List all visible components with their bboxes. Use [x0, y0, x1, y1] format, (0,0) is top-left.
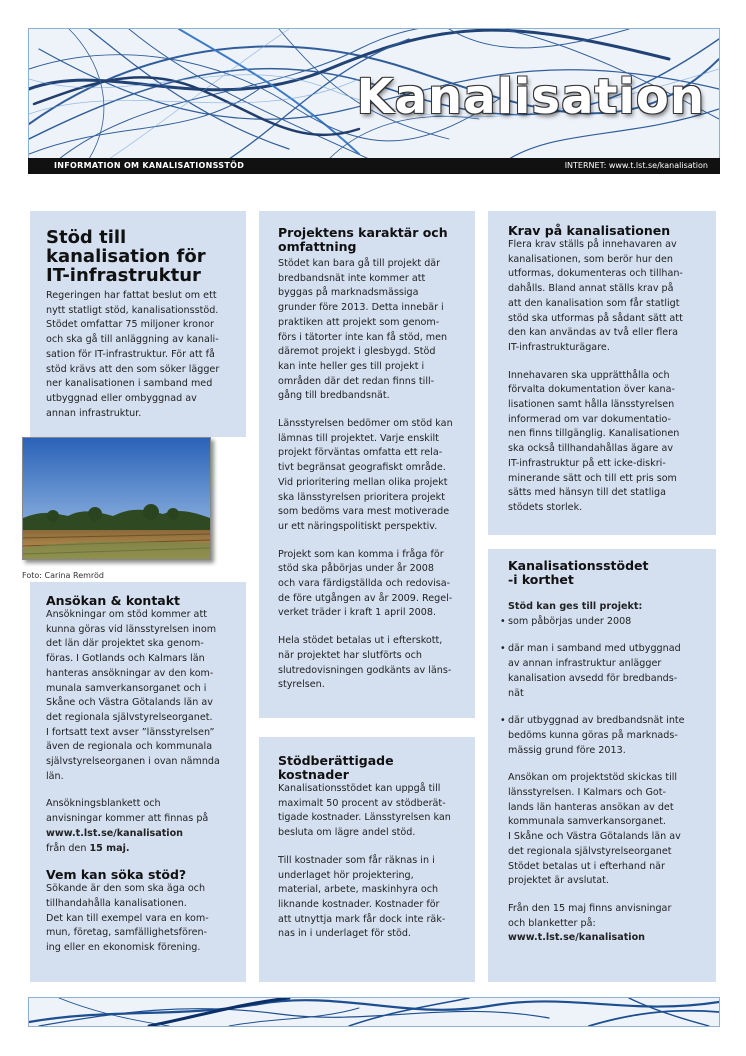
form-url-link[interactable]: www.t.lst.se/kanalisation: [46, 827, 184, 839]
footer-banner: [28, 997, 720, 1027]
bullet-dot-icon: •: [500, 615, 506, 627]
brief-subheading: Stöd kan ges till projekt:: [508, 601, 643, 612]
heading-vem: Vem kan söka stöd?: [46, 867, 187, 883]
banner-title: Kanalisation: [356, 69, 705, 125]
heading-i-korthet: Kanalisationsstödet -i korthet: [508, 558, 649, 587]
brief-p1: Ansökan om projektstöd skickas till länsstyrelsen. I Kalmars och Got- lands län hanteras ansökan av det kommunala samverkansorganet. I Skåne och Västra Götalands län av det regionala självstyrelseorganet Stödet betalas ut i efterhand när projektet är avslutat.: [508, 772, 681, 887]
info-url[interactable]: INTERNET: www.t.lst.se/kanalisation: [564, 161, 708, 170]
panel-krav: [488, 211, 716, 535]
cost-p2: Till kostnader som får räknas in i underlaget hör projektering, material, arbete, maskinhyra och liknande kostnader. Kostnader för att utnyttja mark får dock inte räk- nas in i underlaget för stöd.: [278, 854, 446, 940]
krav-p2: Innehavaren ska upprätthålla och förvalta dokumentation över kana- lisationen samt hålla länsstyrelsen informerad om var dokumentatio- nen finns tillgänglig. Kanalisationen ska också tillhandahållas ägare av IT-infrastruktur på ett icke-diskri- minerande sätt och till ett pris som sätts med hänsyn till det statliga stödets storlek.: [508, 369, 680, 513]
panel-stod-intro: [30, 211, 246, 437]
panel-i-korthet: [488, 549, 716, 982]
projekt-p1: Stödet kan bara gå till projekt där bredbandsnät inte kommer att byggas på marknadsmässiga grunder före 2013. Detta innebär i praktiken att projekt som genom- förs i tätorter inte kan få stöd, men däremot projekt i glesbygd. Stöd kan inte heller ges till projekt i områden där det redan finns till- gång till bredbandsnät.: [278, 258, 448, 402]
info-label: INFORMATION OM KANALISATIONSSTÖD: [54, 161, 245, 170]
bullet-item: • som påbörjas under 2008: [508, 615, 716, 630]
apply-text: Ansökningar om stöd kommer att kunna göras vid länsstyrelsen inom det län där projektet ska genom- föras. I Gotlands och Kalmars län hanteras ansökningar av den kom- munala samverkansorganet och i Skåne och Västra Götalands län av det regionala självstyrelseorganet. I fortsatt text avser ”länsstyrelsen” även de regionala och kommunala självstyrelseorganen i ovan nämnda län.: [46, 609, 220, 782]
projekt-p3: Projekt som kan komma i fråga för stöd ska påbörjas under år 2008 och vara färdigställda och redovisa- de före utgången av år 2009. Regel- verket träder i kraft 1 april 2008.: [278, 548, 453, 619]
who-text: Sökande är den som ska äga och tillhandahålla kanalisationen. Det kan till exempel vara en kom- mun, företag, samfällighetsfören- ing eller en ekonomisk förening.: [46, 883, 209, 954]
heading-projektens: Projektens karaktär och omfattning: [278, 225, 448, 254]
heading-kostnader: Stödberättigade kostnader: [278, 753, 394, 782]
panel-projektens: [259, 211, 475, 718]
footer-swirl-graphic: [29, 998, 719, 1026]
heading-krav: Krav på kanalisationen: [508, 223, 671, 238]
projekt-p4: Hela stödet betalas ut i efterskott, när projektet har slutförts och slutredovisningen godkänts av läns- styrelsen.: [278, 635, 452, 691]
bullet-item: • där man i samband med utbyggnad av annan infrastruktur anlägger kanalisation avsedd för bredbands- nät: [500, 643, 681, 699]
info-bar: [28, 158, 720, 174]
krav-p1: Flera krav ställs på innehavaren av kanalisationen, som berör hur den utformas, dokumenteras och tillhan- dahålls. Bland annat ställs krav på att den kanalisation som får statligt stöd ska utformas på sådant sätt att den kan användas av två eller flera IT-infrastrukturägare.: [508, 239, 683, 353]
brief-url-link[interactable]: www.t.lst.se/kanalisation: [508, 932, 646, 944]
cost-p1: Kanalisationsstödet kan uppgå till maximalt 50 procent av stödberät- tigade kostnader. Länsstyrelsen kan besluta om lägre andel stöd.: [278, 783, 451, 839]
bullet-item: • där utbyggnad av bredbandsnät inte bedöms kunna göras på marknads- mässig grund före 2013.: [500, 715, 685, 756]
projekt-p2: Länsstyrelsen bedömer om stöd kan lämnas till projektet. Varje enskilt projekt förväntas omfatta ett rela- tivt begränsat geografiskt område. Vid prioritering mellan olika projekt ska länsstyrelsen prioritera projekt som bedöms vara mest motiverade ur ett näringspolitiskt perspektiv.: [278, 418, 453, 532]
intro-text: Regeringen har fattat beslut om ett nytt statligt stöd, kanalisationsstöd. Stödet omfattar 75 miljoner kronor och ska gå till anläggning av kanali- sation för IT-infrastruktur. För att få stöd krävs att den som söker lägger ner kanalisationen i samband med utbyggnad eller ombyggnad av annan infrastruktur.: [46, 290, 220, 419]
form-text: Ansökningsblankett och anvisningar kommer att finnas på www.t.lst.se/kanalisation från den 15 maj.: [46, 798, 209, 854]
bullet-dot-icon: •: [500, 715, 506, 727]
heading-stod: Stöd till kanalisation för IT-infrastruktur: [46, 227, 206, 286]
bullet-dot-icon: •: [500, 643, 506, 655]
panel-kostnader: [259, 737, 475, 982]
heading-ansokan: Ansökan & kontakt: [46, 593, 181, 608]
panel-ansokan: [30, 582, 246, 982]
header-banner: [28, 28, 720, 160]
landscape-photo: [22, 437, 211, 560]
photo-caption: Foto: Carina Remröd: [22, 571, 104, 580]
brief-p2: Från den 15 maj finns anvisningar och blanketter på: www.t.lst.se/kanalisation: [508, 902, 672, 944]
